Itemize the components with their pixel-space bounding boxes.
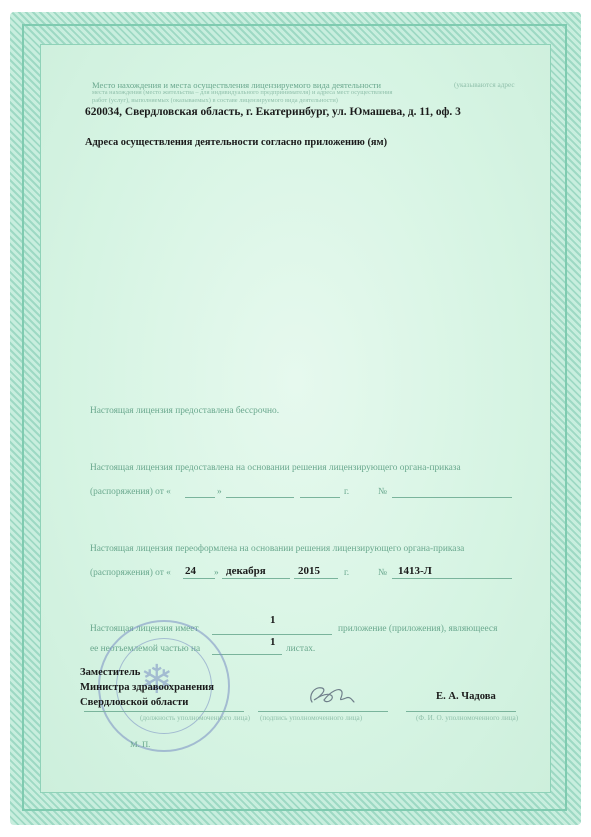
reissue-month-line <box>222 578 290 579</box>
reissue-number: 1413-Л <box>398 565 432 577</box>
position-line <box>84 711 244 712</box>
addresses-note: Адреса осуществления деятельности согласно приложению (ям) <box>85 137 388 148</box>
reissue-month: декабря <box>226 565 266 577</box>
header-label: Место нахождения и места осуществления лицензируемого вида деятельности <box>92 80 382 90</box>
reissue-day-line <box>183 578 215 579</box>
basis-line-2-prefix: (распоряжения) от « <box>90 487 171 497</box>
caption-position: (должность уполномоченного лица) <box>140 714 251 722</box>
appendix-prefix: Настоящая лицензия имеет <box>90 624 199 634</box>
basis-no: № <box>378 487 387 497</box>
appendix-line2-suffix: листах. <box>286 644 316 654</box>
basis-month-line <box>226 497 294 498</box>
handwritten-signature <box>306 682 356 708</box>
signer-title-2: Министра здравоохранения <box>80 682 215 693</box>
basis-day-line <box>185 497 215 498</box>
reissue-year-line <box>294 578 338 579</box>
coat-of-arms-icon: ❄ <box>140 657 174 702</box>
appendix-line2-prefix: ее неотъемлемой частью на <box>90 644 201 654</box>
appendix-count-line <box>212 634 332 635</box>
signer-title-3: Свердловской области <box>80 697 189 708</box>
reissue-g: г. <box>344 568 350 578</box>
caption-signature: (подпись уполномоченного лица) <box>260 714 363 722</box>
basis-line-1: Настоящая лицензия предоставлена на основании решения лицензирующего органа-приказа <box>90 463 461 473</box>
reissue-year: 2015 <box>298 565 320 577</box>
basis-quote-close: » <box>217 487 222 497</box>
reissue-line-2-prefix: (распоряжения) от « <box>90 568 171 578</box>
signer-name: Е. А. Чадова <box>436 691 496 702</box>
mp-label: М. П. <box>130 739 151 749</box>
header-note-1: (указываются адрес <box>454 81 515 89</box>
basis-number-line <box>392 497 512 498</box>
reissue-number-line <box>392 578 512 579</box>
caption-name: (Ф. И. О. уполномоченного лица) <box>416 714 519 722</box>
reissue-no-label: № <box>378 568 387 578</box>
reissue-line-1: Настоящая лицензия переоформлена на основании решения лицензирующего органа-приказа <box>90 544 465 554</box>
signature-line <box>258 711 388 712</box>
appendix-sheets: 1 <box>270 636 276 648</box>
appendix-count: 1 <box>270 614 276 626</box>
basis-g: г. <box>344 487 350 497</box>
reissue-quote-close: » <box>214 568 219 578</box>
header-note-2: места нахождения (место жительства – для индивидуального предпринимателя) и адреса мест осуществления <box>92 89 393 96</box>
reissue-day: 24 <box>185 565 196 577</box>
header-note-3: работ (услуг), выполняемых (оказываемых) в составе лицензируемого вида деятельности) <box>92 97 338 104</box>
term-text: Настоящая лицензия предоставлена бессрочно. <box>90 406 280 416</box>
address-text: 620034, Свердловская область, г. Екатеринбург, ул. Юмашева, д. 11, оф. 3 <box>85 106 461 118</box>
appendix-suffix: приложение (приложения), являющееся <box>338 624 498 634</box>
name-line <box>406 711 516 712</box>
basis-year-line <box>300 497 340 498</box>
signer-title-1: Заместитель <box>80 667 141 678</box>
